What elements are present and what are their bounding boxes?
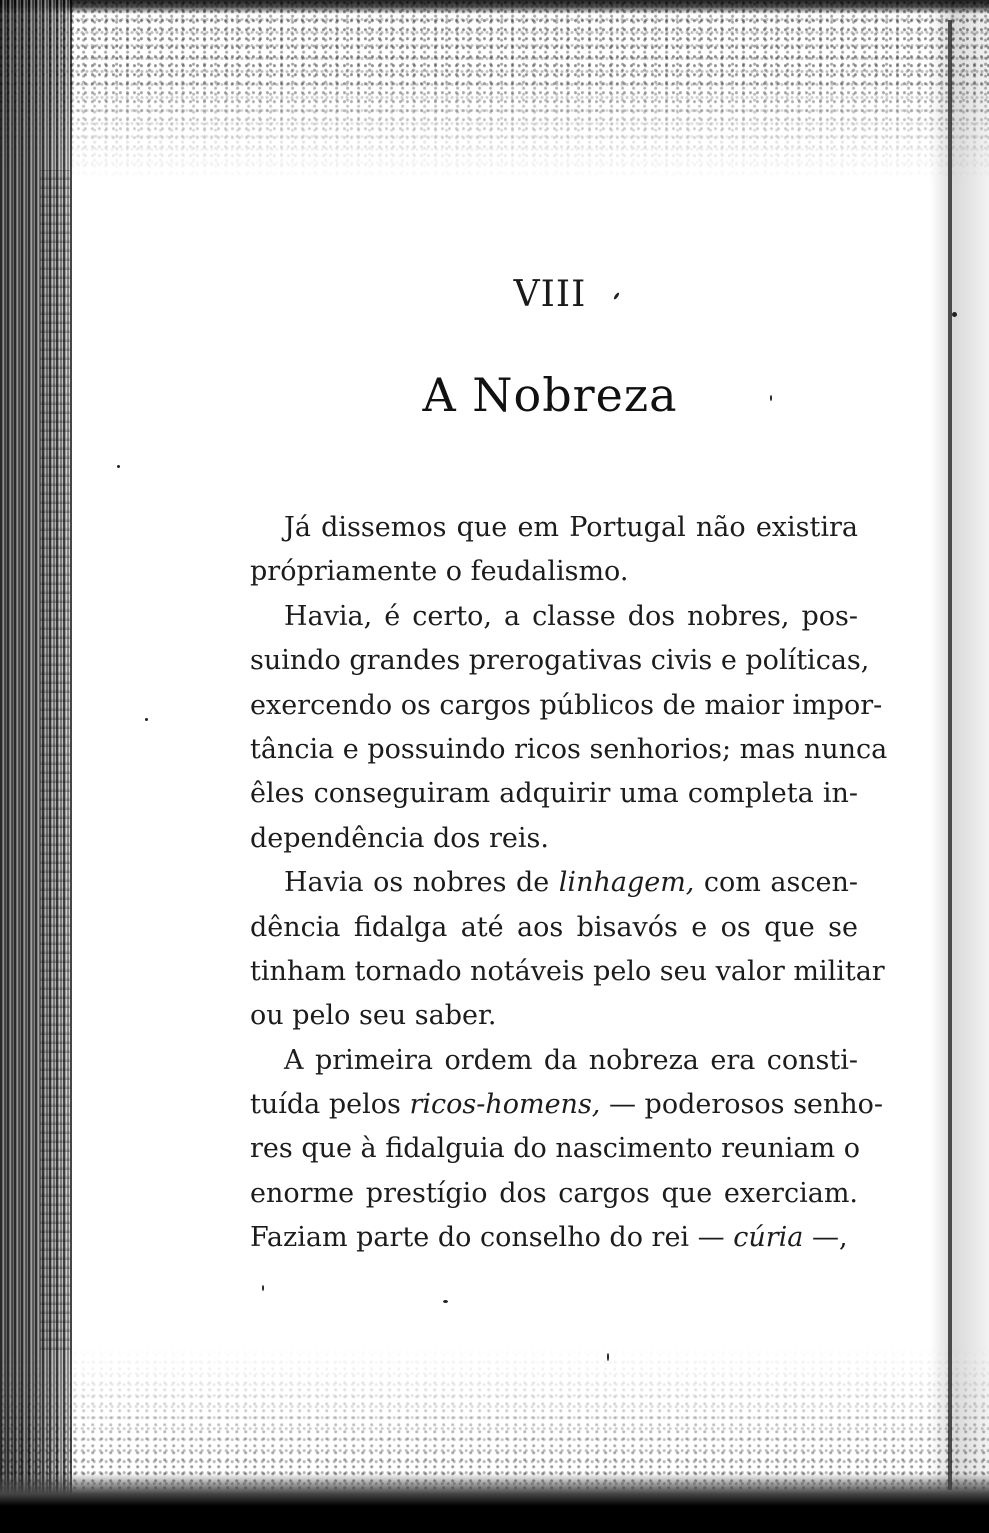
right-gutter-shadow (930, 0, 989, 1533)
italic-term: ricos-homens, (409, 1089, 601, 1121)
italic-term: linhagem, (558, 867, 695, 899)
chapter-title: A Nobreza (422, 368, 678, 422)
paragraph-4-line: enorme prestígio dos cargos que exerciam. (250, 1177, 858, 1209)
paragraph-2-line: exercendo os cargos públicos de maior impor- (250, 689, 883, 721)
paragraph-4-line: res que à fidalguia do nascimento reuniam o (250, 1133, 860, 1165)
chapter-body (250, 506, 888, 1261)
right-page-edge (948, 20, 952, 1490)
paragraph-1-line: própriamente o feudalismo. (250, 556, 629, 588)
paragraph-2-line: Havia, é certo, a classe dos nobres, pos- (284, 600, 858, 632)
paragraph-3-line: dência fidalga até aos bisavós e os que se (250, 911, 858, 943)
line-text: —, (803, 1222, 848, 1254)
paragraph-4-line (250, 1083, 884, 1127)
paragraph-2-line: êles conseguiram adquirir uma completa in- (250, 778, 858, 810)
book-binding-texture (40, 170, 70, 1350)
line-text: tuída pelos (250, 1089, 410, 1121)
line-text: com ascen- (694, 867, 858, 899)
speck (443, 1300, 448, 1303)
chapter-number: VIII (513, 274, 587, 315)
speck (145, 718, 148, 721)
paragraph-3-line: ou pelo seu saber. (250, 1000, 497, 1032)
speck (262, 1285, 264, 1291)
line-text: — poderosos senho- (600, 1089, 884, 1121)
speck (607, 1353, 609, 1361)
italic-term: cúria (733, 1222, 804, 1254)
speck (952, 312, 957, 317)
paragraph-2-line: tância e possuindo ricos senhorios; mas nunca (250, 733, 888, 765)
paragraph-4-line (250, 1216, 858, 1260)
paragraph-3-line (250, 861, 858, 905)
paragraph-2-line: dependência dos reis. (250, 822, 549, 854)
line-text: Faziam parte do conselho do rei — (250, 1222, 734, 1254)
scan-top-noise (0, 0, 989, 180)
line-text: Havia os nobres de (284, 867, 559, 899)
scan-bottom-edge (0, 1473, 989, 1533)
paragraph-2-line: suindo grandes prerogativas civis e políticas, (250, 645, 870, 677)
paragraph-1-line: Já dissemos que em Portugal não existira (284, 512, 858, 543)
paragraph-3-line: tinham tornado notáveis pelo seu valor militar (250, 955, 885, 987)
paragraph-4-line: A primeira ordem da nobreza era consti- (284, 1044, 858, 1076)
speck (117, 465, 120, 468)
